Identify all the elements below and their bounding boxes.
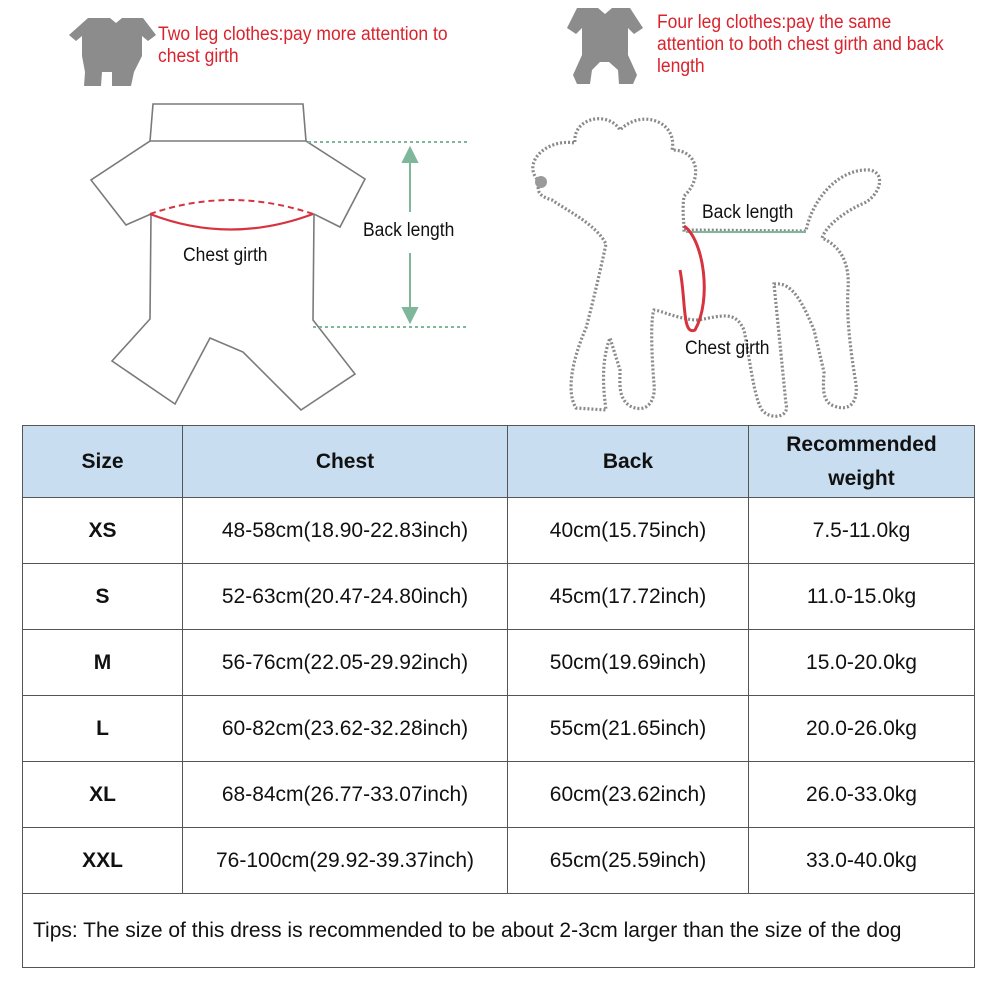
tips-row (23, 894, 975, 968)
illustrations (0, 0, 1000, 420)
right-chest-girth-label: Chest girth (685, 338, 770, 359)
weight-cell: 7.5-11.0kg (749, 498, 975, 564)
table-row (23, 630, 975, 696)
table-header-row (23, 426, 975, 498)
chest-cell: 56-76cm(22.05-29.92inch) (183, 630, 508, 696)
back-cell: 40cm(15.75inch) (508, 498, 749, 564)
chest-cell: 76-100cm(29.92-39.37inch) (183, 828, 508, 894)
four-leg-suit-icon (567, 8, 643, 84)
four-leg-note: Four leg clothes:pay the same attention to both chest girth and back length (657, 12, 944, 77)
back-cell: 60cm(23.62inch) (508, 762, 749, 828)
header-back: Back (508, 426, 749, 498)
chest-cell: 68-84cm(26.77-33.07inch) (183, 762, 508, 828)
tips-text: Tips: The size of this dress is recommended to be about 2-3cm larger than the size of the dog (23, 894, 975, 968)
header-weight: Recommended weight (749, 426, 975, 498)
two-leg-note: Two leg clothes:pay more attention to chest girth (158, 24, 448, 67)
chest-cell: 52-63cm(20.47-24.80inch) (183, 564, 508, 630)
table-row (23, 564, 975, 630)
back-cell: 55cm(21.65inch) (508, 696, 749, 762)
left-chest-girth-front (150, 214, 313, 230)
weight-cell: 33.0-40.0kg (749, 828, 975, 894)
chest-cell: 60-82cm(23.62-32.28inch) (183, 696, 508, 762)
dog-outline-diagram (533, 119, 880, 417)
dog-nose-icon (535, 176, 547, 188)
header-chest: Chest (183, 426, 508, 498)
left-chest-girth-back (150, 200, 313, 214)
size-chart-table (22, 425, 975, 968)
size-cell: L (23, 696, 183, 762)
weight-cell: 15.0-20.0kg (749, 630, 975, 696)
header-size: Size (23, 426, 183, 498)
back-cell: 45cm(17.72inch) (508, 564, 749, 630)
table-row (23, 696, 975, 762)
size-cell: M (23, 630, 183, 696)
weight-cell: 11.0-15.0kg (749, 564, 975, 630)
size-cell: S (23, 564, 183, 630)
size-cell: XL (23, 762, 183, 828)
weight-cell: 26.0-33.0kg (749, 762, 975, 828)
table-row (23, 498, 975, 564)
two-leg-shirt-icon (69, 18, 156, 86)
weight-cell: 20.0-26.0kg (749, 696, 975, 762)
back-cell: 65cm(25.59inch) (508, 828, 749, 894)
table-row (23, 762, 975, 828)
chest-cell: 48-58cm(18.90-22.83inch) (183, 498, 508, 564)
right-back-length-label: Back length (702, 202, 794, 223)
left-chest-girth-label: Chest girth (183, 245, 268, 266)
table-row (23, 828, 975, 894)
size-cell: XS (23, 498, 183, 564)
left-back-length-label: Back length (363, 220, 455, 241)
size-cell: XXL (23, 828, 183, 894)
back-cell: 50cm(19.69inch) (508, 630, 749, 696)
right-chest-girth (680, 226, 704, 331)
